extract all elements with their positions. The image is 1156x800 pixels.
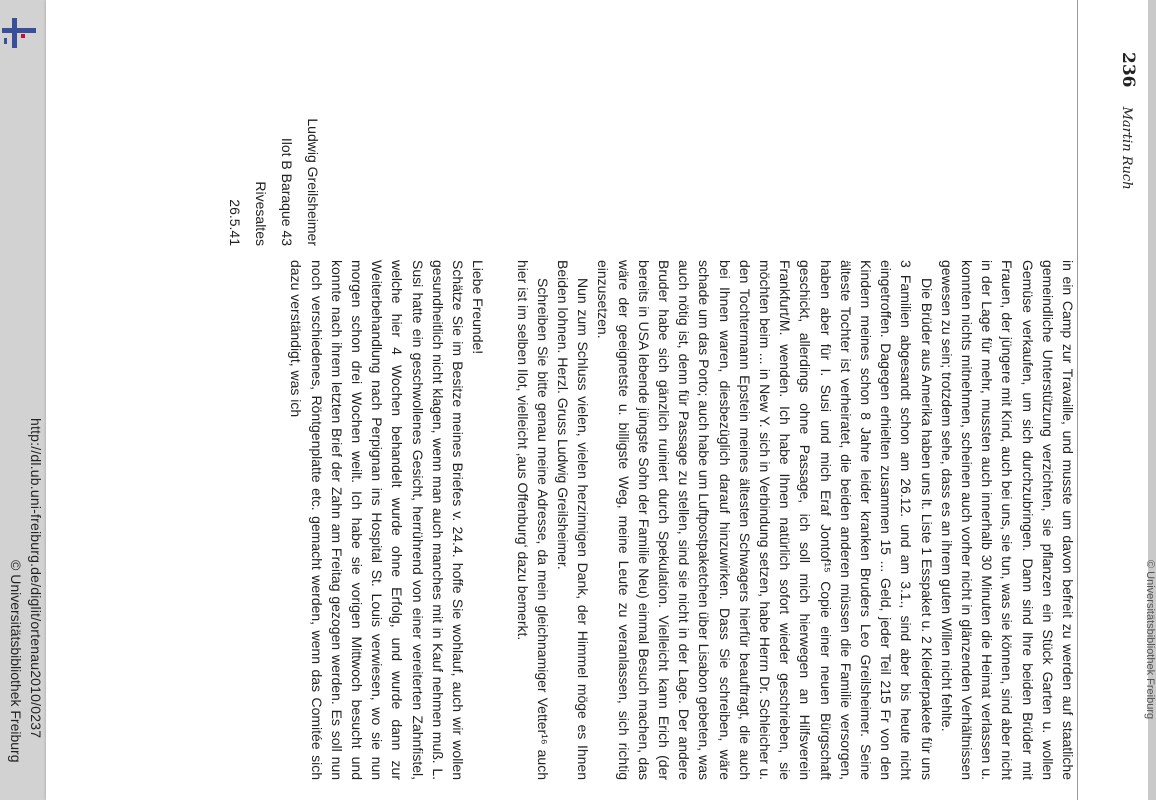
running-author: Martin Ruch [1119,106,1134,190]
signature-place: Rivesaltes [253,181,269,246]
signature-date: 26.5.41 [227,199,243,246]
letter-body [286,260,1078,780]
library-logo-icon [2,18,36,48]
side-copyright-note: © Universitätsbibliothek Freiburg [1144,560,1156,720]
paragraph: Schätze Sie im Besitze meines Briefes v. 24.4. hoffe Sie wohlauf, auch wir wollen gesundheitlich nicht klagen, wenn man auch manches mit in Kauf nehmen muß. L. Susi hatte ein geschwollenes Gesicht, herrührend von einer vereiterten Zahnfistel, welche hier 4 Wochen behandelt wurde ohne Erfolg, und wurde dann zur Weiterbehandlung nach Perpignan ins Hospital St. Louis verwiesen, wo sie nun morgen schon drei Wochen weilt. Ich habe sie vorigen Mittwoch besucht und konnte nach ihrem letzten Brief der Zahn am Freitag gezogen werden. Es soll nun noch verschiedenes, Röntgenplatte etc. gemacht werden, wenn das Comitée sich dazu verständigt, was ich [288,260,467,780]
page-number: 236 [1118,52,1138,88]
salutation: Liebe Freunde! [470,260,487,355]
paragraph: Schreiben Sie bitte genau meine Adresse, da mein gleichnamiger Vetter¹⁶ auch hier ist im selben Ilot, vielleicht ‚aus Offenburg‘ dazu bemerkt. [514,260,551,780]
signature-address: Ilot B Baraque 43 [279,137,295,246]
source-url[interactable]: http://dl.ub.uni-freiburg.de/diglit/ortenau2010/0237 [28,418,44,739]
signature-name: Ludwig Greilsheimer [305,118,321,246]
copyright-notice: © Universitätsbibliothek Freiburg [8,560,24,763]
signature-block [222,96,326,246]
running-header [1112,52,1138,772]
paragraph: Die Brüder aus Amerika haben uns lt. Liste 1 Esspaket u. 2 Kleiderpakete für uns 3 Familien abgesandt schon am 26.12. und am 3.1., sind aber bis heute nicht eingetroffen. Dagegen erhielten zusammen 15 ... Geld, jeder Teil 215 Fr von den Kindern meines schon 8 Jahre leider kranken Bruders Leo Greilsheimer. Seine älteste Tochter ist verheiratet, die beiden anderen müssen die Familie versorgen, haben aber für I. Susi und mich Eraf Jontof¹⁵ Copie einer neuen Bürgschaft geschickt, allerdings ohne Passage, ich soll mich hierwegen an Hilfsverein Frankfurt/M. wenden. Ich habe Ihnen natürlich sofort wieder geschrieben, sie möchten beim ... in New Y. sich in Verbindung setzen, habe Herrn Dr. Schleicher u. den Tochtermann Epstein meines ältesten Schwagers hierfür beauftragt, die auch bei Ihnen waren, diesbezüglich darauf hinzuwirken. Dass Sie schreiben, wäre schade um das Porto; auch habe um Luftpostpaketchen über Lisabon gebeten, was auch nötig ist, denn für Passage zu stellen, sind sie nicht in der Lage. Der andere Bruder habe sich gänzlich ruiniert durch Spekulation. Vielleicht kann Erich (der bereits in USA lebende jüngste Sohn der Familie Neu) einmal Besuch machen, das wäre der geeignetste u. billigste Weg, meine Leute zu veranlassen, sich richtig einzusetzen. [595,260,935,780]
paragraph: in ein Camp zur Travaille, und musste um davon befreit zu werden auf staatliche gemeindliche Unterstützung verzichten, sie pflanzen ein Stück Garten u. wollen Gemüse verkaufen, um sich durchzubringen. Dann sind Ihre beiden Brüder mit Frauen, der jüngere mit Kind, auch bei uns, sie tun, was sie können, sind aber nicht in der Lage für mehr, mussten auch innerhalb 30 Minuten die Heimat verlassen u. konnten nichts mitnehmen, scheinen auch vorher nicht in glänzenden Verhältnissen gewesen zu sein; trotzdem sehe, dass es an ihrem guten Willen nicht fehlte. [938,260,1076,780]
paragraph: Nun zum Schluss vielen, vielen herzinnigen Dank, der Himmel möge es Ihnen Beiden lohnen. Herzl. Gruss Ludwig Greilsheimer. [554,260,592,780]
